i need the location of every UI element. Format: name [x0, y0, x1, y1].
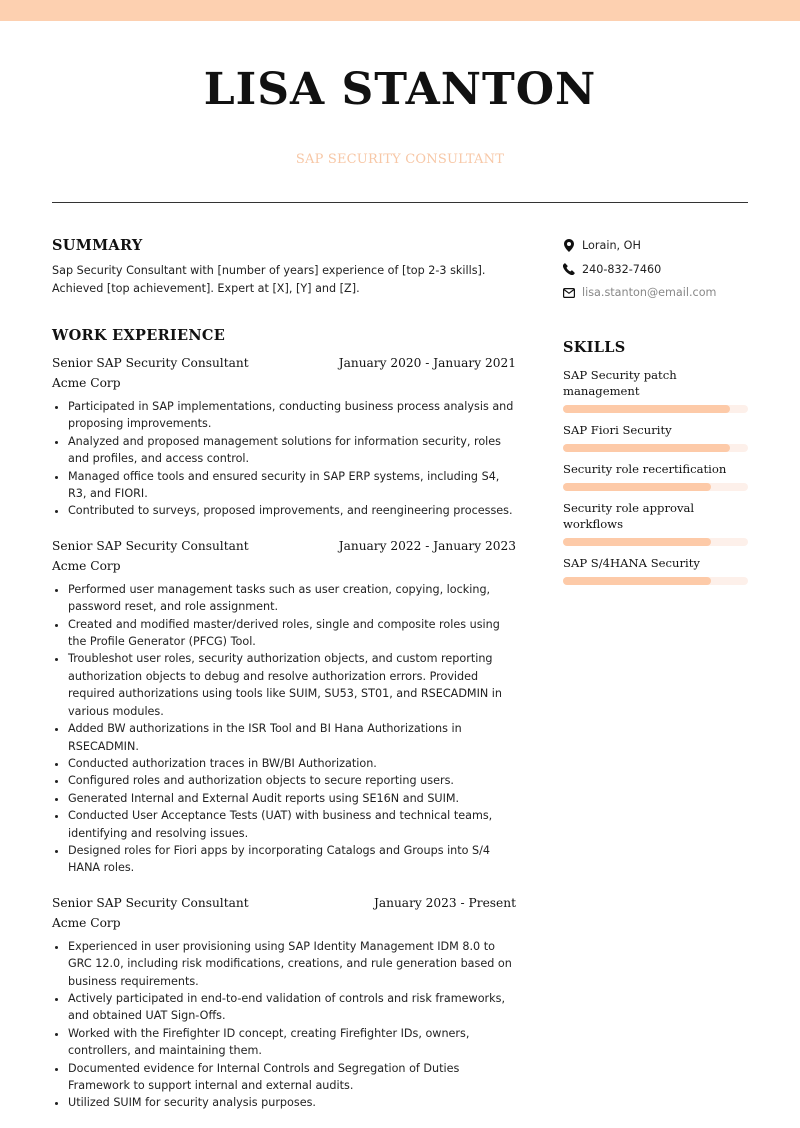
skill-name: Security role recertification — [563, 461, 727, 476]
skills-heading: SKILLS — [563, 338, 626, 356]
skill-item — [563, 555, 748, 585]
contact-email[interactable] — [563, 281, 748, 305]
job-bullet: • Actively participated in end-to-end validation of controls and risk frameworks, and obtained UAT Sign-Offs. — [68, 990, 516, 1025]
job-title: SAP SECURITY CONSULTANT — [295, 152, 505, 167]
skill-name: SAP Fiori Security — [563, 422, 672, 437]
job-dates: January 2022 - January 2023 — [338, 538, 516, 553]
main-column — [52, 236, 516, 1112]
phone-text: 240-832-7460 — [582, 262, 662, 276]
skill-item — [563, 367, 748, 413]
skill-level-fill — [563, 577, 711, 585]
job-bullet: • Analyzed and proposed management solutions for information security, roles and profiles, and access control. — [68, 433, 516, 468]
skill-name: SAP Security patch management — [563, 367, 677, 398]
sidebar — [563, 234, 748, 585]
job-bullet: • Conducted authorization traces in BW/BI Authorization. — [68, 755, 516, 772]
skill-level-fill — [563, 444, 730, 452]
job-role: Senior SAP Security Consultant — [52, 356, 249, 370]
job-entry — [52, 537, 516, 877]
job-dates: January 2023 - Present — [373, 895, 516, 910]
job-header — [52, 354, 516, 372]
job-role: Senior SAP Security Consultant — [52, 895, 249, 910]
contact-phone — [563, 258, 748, 282]
skill-level-bar — [563, 444, 748, 452]
job-bullet: • Created and modified master/derived roles, single and composite roles using the Profile Generator (PFCG) Tool. — [68, 616, 516, 651]
job-bullet: • Designed roles for Fiori apps by incorporating Catalogs and Groups into S/4 HANA roles. — [68, 842, 516, 877]
job-bullets — [52, 938, 516, 1112]
location-pin-icon — [563, 239, 575, 253]
skill-level-bar — [563, 538, 748, 546]
top-accent-bar — [0, 0, 800, 21]
company-name: Acme Corp — [52, 376, 121, 390]
skill-name: Security role approval workflows — [563, 500, 695, 531]
job-list — [52, 354, 516, 1112]
summary-heading: SUMMARY — [52, 237, 143, 254]
header-divider — [52, 202, 748, 203]
summary-text: Sap Security Consultant with [number of years] experience of [top 2-3 skills]. Achieved [top achievement]. Expert at [X], [Y] and [Z]. — [52, 264, 486, 295]
skill-name: SAP S/4HANA Security — [563, 555, 700, 570]
skill-level-fill — [563, 405, 730, 413]
skill-level-fill — [563, 538, 711, 546]
job-bullet: • Performed user management tasks such as user creation, copying, locking, password reset, and role assignment. — [68, 581, 516, 616]
job-bullet: • Configured roles and authorization objects to secure reporting users. — [68, 772, 516, 789]
work-experience-heading: WORK EXPERIENCE — [52, 327, 226, 344]
job-bullet: • Added BW authorizations in the ISR Tool and BI Hana Authorizations in RSECADMIN. — [68, 720, 516, 755]
job-bullet: • Participated in SAP implementations, conducting business process analysis and proposing improvements. — [68, 398, 516, 433]
email-link[interactable]: lisa.stanton@email.com — [582, 286, 717, 300]
phone-icon — [563, 262, 575, 276]
skill-level-bar — [563, 577, 748, 585]
company-name: Acme Corp — [52, 558, 121, 573]
company-name: Acme Corp — [52, 915, 121, 930]
job-entry — [52, 354, 516, 520]
job-header — [52, 537, 516, 555]
job-bullet: • Managed office tools and ensured security in SAP ERP systems, including S4, R3, and FIORI. — [68, 468, 516, 503]
job-bullet: • Troubleshot user roles, security authorization objects, and custom reporting authorization objects to debug and resolve authorization errors. Provided required authorizations using tools like SUIM, SU53, ST01, and RSECADMIN in various modules. — [68, 650, 516, 720]
job-header — [52, 894, 516, 912]
job-bullet: • Contributed to surveys, proposed improvements, and reengineering processes. — [68, 502, 516, 519]
skills-list — [563, 367, 748, 585]
job-bullet: • Conducted User Acceptance Tests (UAT) with business and technical teams, identifying and resolving issues. — [68, 807, 516, 842]
skill-level-fill — [563, 483, 711, 491]
skill-item — [563, 461, 748, 491]
skill-item — [563, 500, 748, 546]
skill-level-bar — [563, 405, 748, 413]
job-bullet: • Worked with the Firefighter ID concept, creating Firefighter IDs, owners, controllers, and maintaining them. — [68, 1025, 516, 1060]
location-text: Lorain, OH — [582, 239, 641, 253]
resume-header — [0, 62, 800, 169]
job-bullet: • Generated Internal and External Audit reports using SE16N and SUIM. — [68, 790, 516, 807]
job-bullets — [52, 581, 516, 877]
job-entry — [52, 894, 516, 1112]
job-role: Senior SAP Security Consultant — [52, 538, 249, 553]
envelope-icon — [563, 286, 575, 300]
job-dates: January 2020 - January 2021 — [338, 356, 516, 370]
contact-location — [563, 234, 748, 258]
job-bullets — [52, 398, 516, 520]
skill-level-bar — [563, 483, 748, 491]
job-bullet: • Documented evidence for Internal Controls and Segregation of Duties Framework to support internal and external audits. — [68, 1060, 516, 1095]
job-bullet: • Experienced in user provisioning using SAP Identity Management IDM 8.0 to GRC 12.0, including risk modifications, creations, and rule generation based on business requirements. — [68, 938, 516, 990]
job-bullet: • Utilized SUIM for security analysis purposes. — [68, 1094, 516, 1111]
candidate-name: LISA STANTON — [203, 64, 597, 115]
skill-item — [563, 422, 748, 452]
